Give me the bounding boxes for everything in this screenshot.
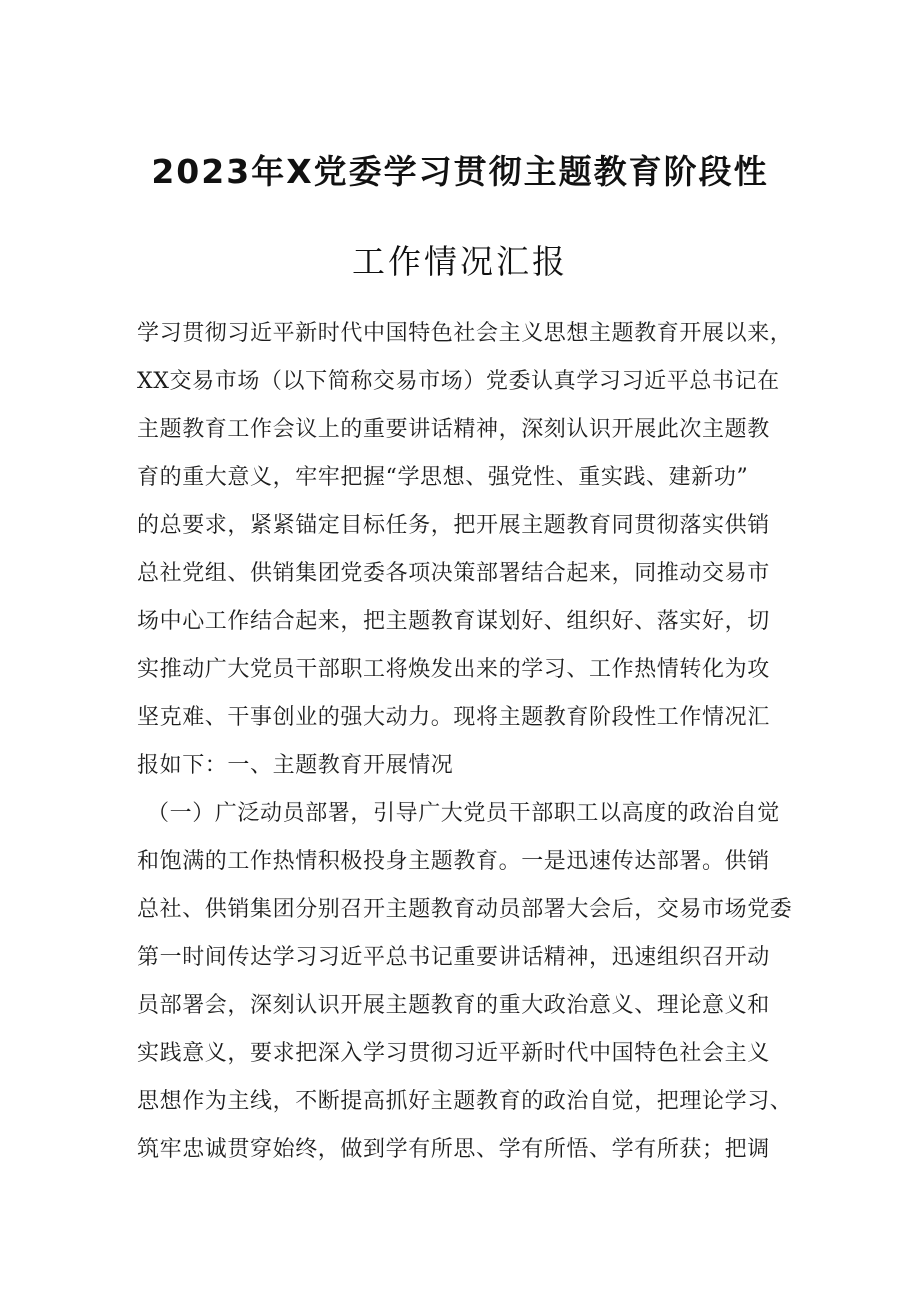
document-title-line-1: 2023年X党委学习贯彻主题教育阶段性 (151, 152, 769, 191)
body-line: 第一时间传达学习习近平总书记重要讲话精神，迅速组织召开动 (137, 945, 770, 970)
body-line: 总社党组、供销集团党委各项决策部署结合起来，同推动交易市 (137, 561, 770, 586)
body-line: 总社、供销集团分别召开主题教育动员部署大会后，交易市场党委 (137, 897, 793, 922)
body-line: 主题教育工作会议上的重要讲话精神，深刻认识开展此次主题教 (137, 417, 770, 442)
document-title-line-2: 工作情况汇报 (352, 242, 568, 281)
body-line: 报如下：一、主题教育开展情况 (137, 753, 454, 778)
body-line: 筑牢忠诚贯穿始终，做到学有所思、学有所悟、学有所获；把调 (137, 1137, 770, 1162)
body-line: XX交易市场（以下简称交易市场）党委认真学习习近平总书记在 (137, 369, 780, 394)
body-line: 员部署会，深刻认识开展主题教育的重大政治意义、理论意义和 (137, 993, 770, 1018)
body-line: 实践意义，要求把深入学习贯彻习近平新时代中国特色社会主义 (137, 1041, 770, 1066)
body-line: 的总要求，紧紧锚定目标任务，把开展主题教育同贯彻落实供销 (137, 513, 770, 538)
body-line: （一）广泛动员部署，引导广大党员干部职工以高度的政治自觉 (147, 801, 780, 826)
body-line: 思想作为主线，不断提高抓好主题教育的政治自觉，把理论学习、 (137, 1089, 793, 1114)
body-line: 和饱满的工作热情积极投身主题教育。一是迅速传达部署。供销 (137, 849, 770, 874)
body-line: 育的重大意义，牢牢把握“学思想、强党性、重实践、建新功” (137, 465, 749, 490)
body-line: 坚克难、干事创业的强大动力。现将主题教育阶段性工作情况汇 (137, 705, 770, 730)
body-line: 场中心工作结合起来，把主题教育谋划好、组织好、落实好，切 (137, 609, 770, 634)
body-line: 学习贯彻习近平新时代中国特色社会主义思想主题教育开展以来， (137, 321, 793, 346)
body-line: 实推动广大党员干部职工将焕发出来的学习、工作热情转化为攻 (137, 657, 770, 682)
